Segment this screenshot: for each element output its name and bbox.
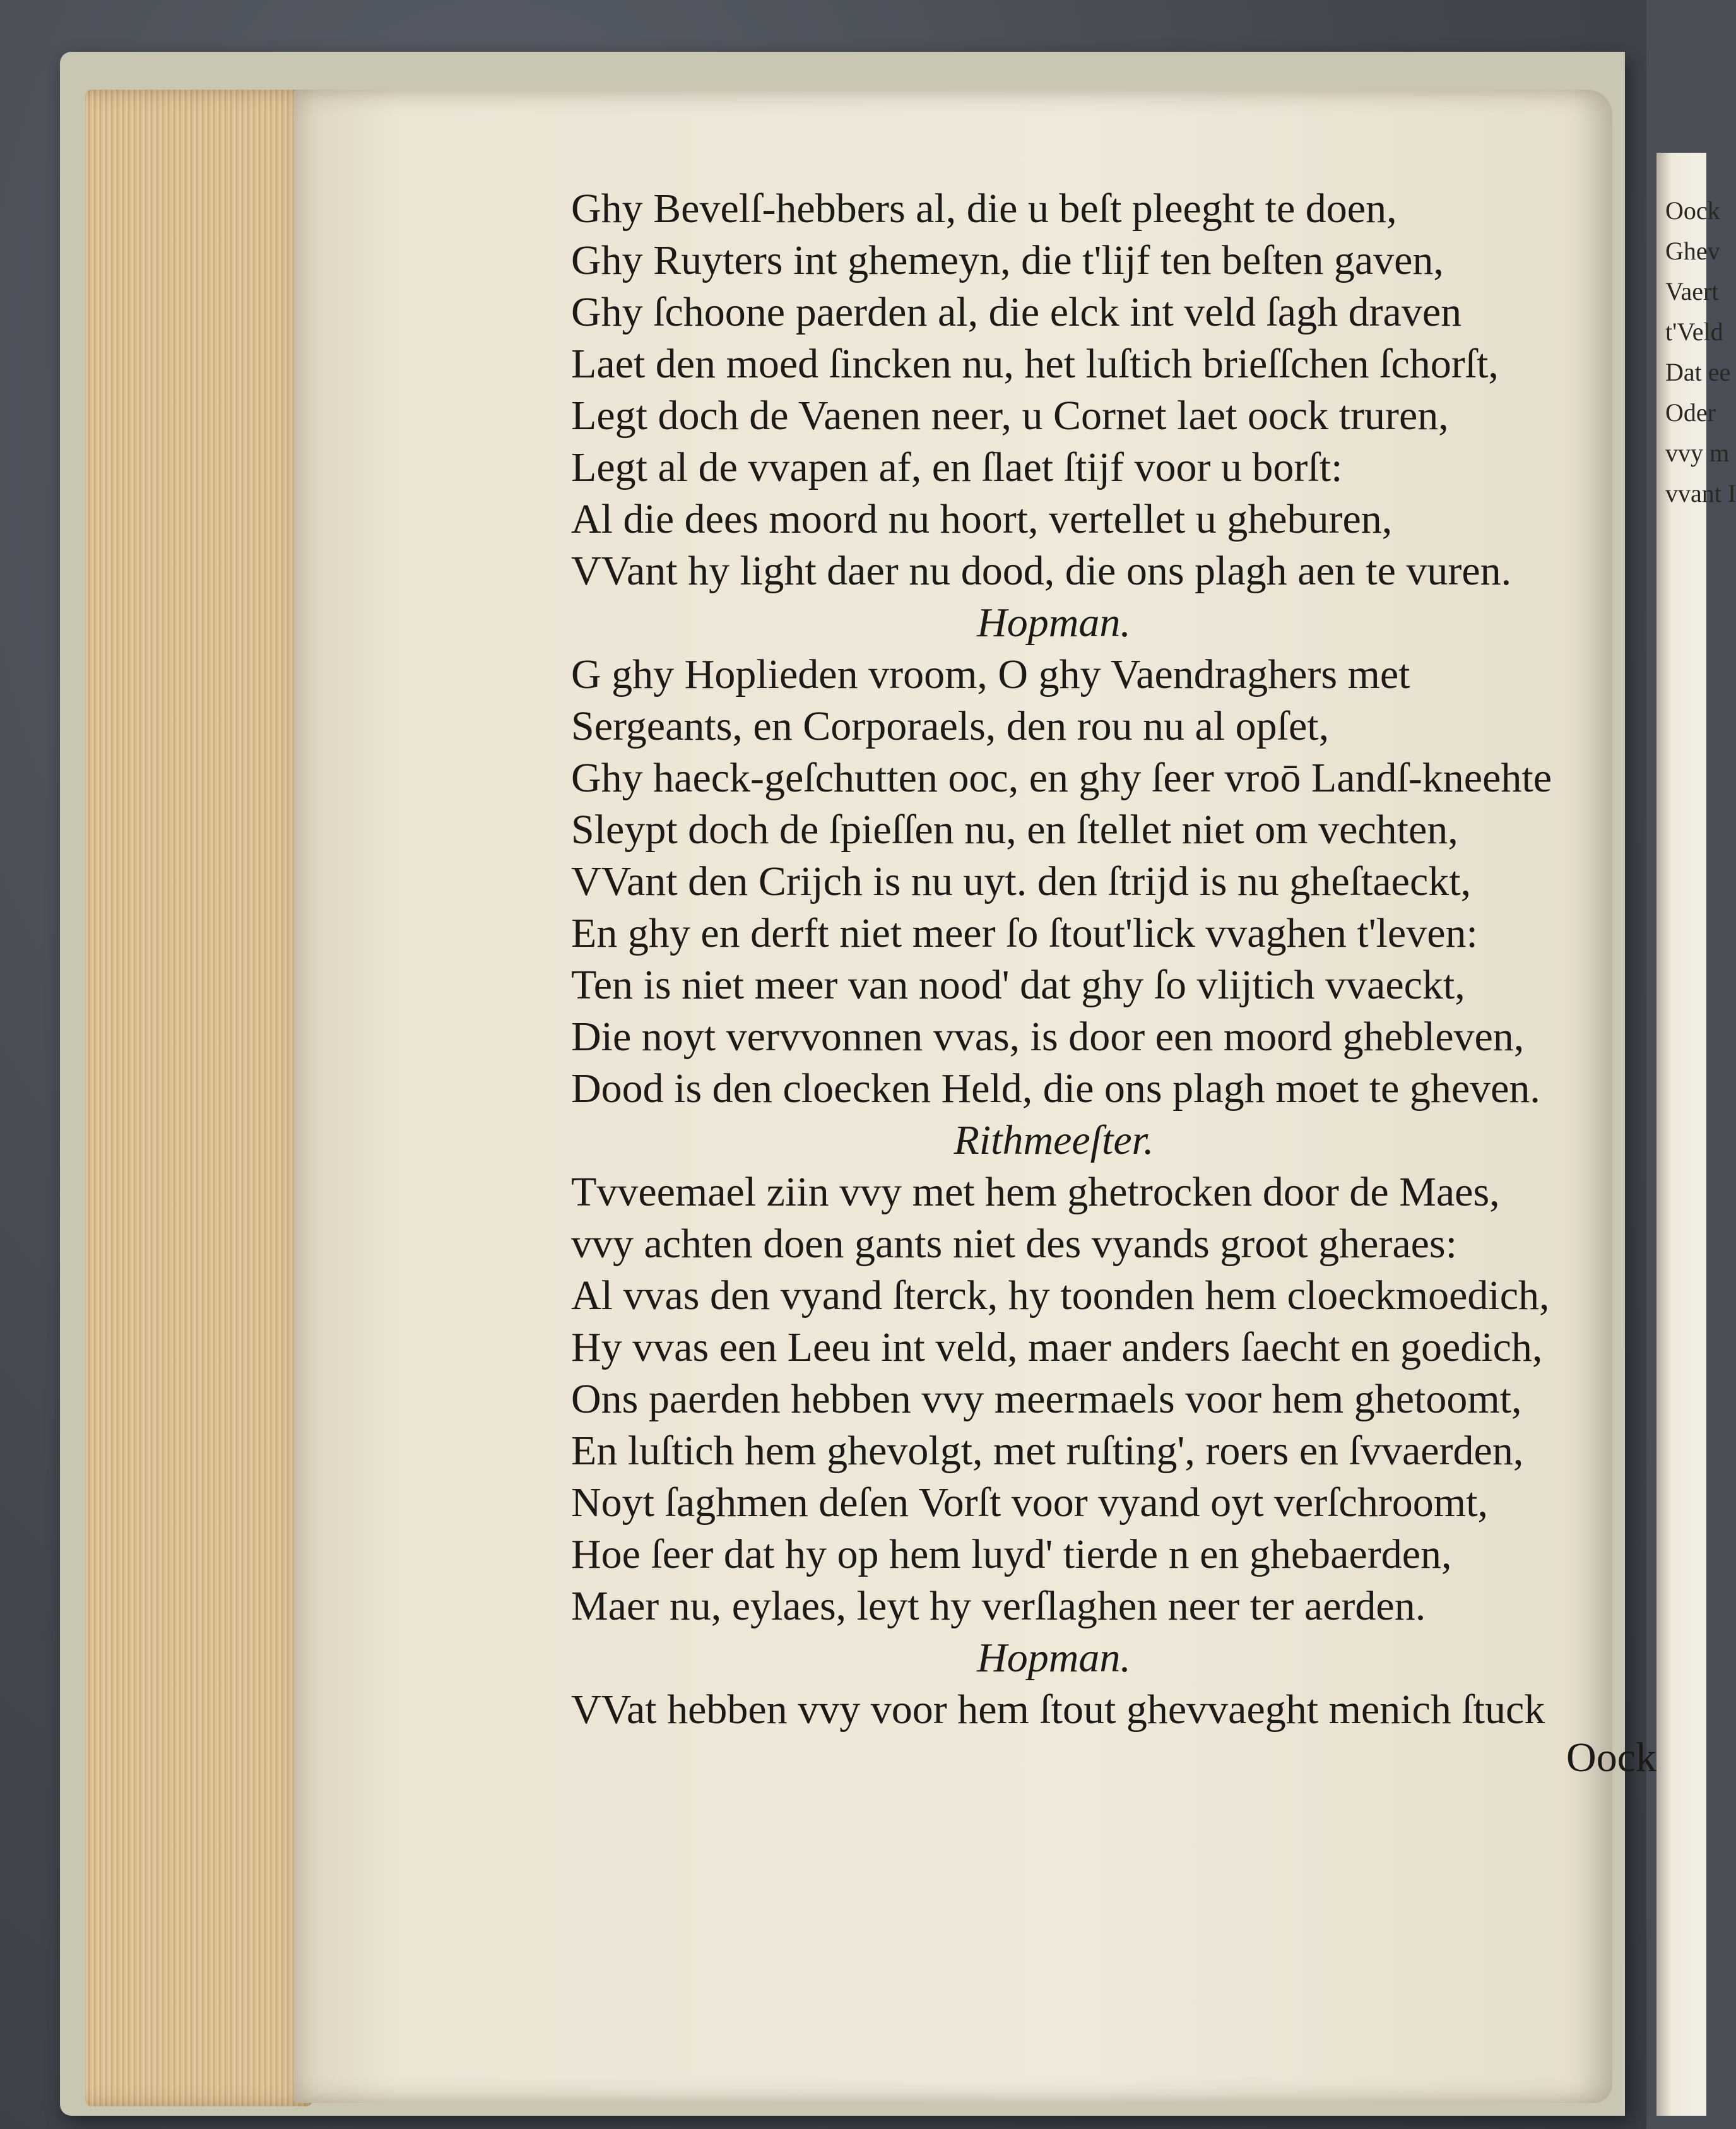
verse-line: En luſtich hem ghevolgt, met ruſting', roers en ſvvaerden, [571, 1428, 1524, 1474]
speaker-heading: Hopman. [977, 1635, 1131, 1681]
facing-fragment: Oder [1665, 398, 1716, 427]
verse-line: En ghy en derft niet meer ſo ſtout'lick vvaghen t'leven: [571, 910, 1478, 956]
facing-fragment: vvant I [1665, 479, 1736, 507]
verse-line: Ghy Ruyters int ghemeyn, die t'lijf ten beſten gaven, [571, 237, 1444, 283]
verse-line: Maer nu, eylaes, leyt hy verſlaghen neer ter aerden. [571, 1583, 1426, 1629]
facing-fragment: Dat ee [1665, 358, 1731, 386]
verse-line: Ten is niet meer van nood' dat ghy ſo vlijtich vvaeckt, [571, 962, 1465, 1008]
verse-line: Tvveemael ziin vvy met hem ghetrocken door de Maes, [571, 1169, 1500, 1215]
verse-line: vvy achten doen gants niet des vyands groot gheraes: [571, 1221, 1457, 1267]
facing-fragment: vvy m [1665, 439, 1730, 467]
catchword: Oock [1566, 1735, 1656, 1781]
open-book [60, 52, 1736, 2129]
facing-page-edge [1656, 153, 1736, 2116]
poem-text [571, 183, 1663, 1780]
verse-line: Die noyt vervvonnen vvas, is door een moord ghebleven, [571, 1014, 1525, 1060]
verse-line: G ghy Hoplieden vroom, O ghy Vaendraghers met [571, 651, 1410, 697]
verse-line: Hy vvas een Leeu int veld, maer anders ſaecht en goedich, [571, 1324, 1543, 1370]
verse-line: Sleypt doch de ſpieſſen nu, en ſtellet niet om vechten, [571, 807, 1458, 853]
facing-fragment: t'Veld [1665, 317, 1723, 346]
facing-fragment: Ghev [1665, 237, 1720, 265]
verse-line: Ons paerden hebben vvy meermaels voor hem ghetoomt, [571, 1376, 1522, 1422]
verse-line: Ghy ſchoone paerden al, die elck int veld ſagh draven [571, 289, 1462, 335]
page-edges [85, 90, 312, 2106]
verse-line: VVant hy light daer nu dood, die ons plagh aen te vuren. [571, 548, 1512, 594]
verse-line: Al vvas den vyand ſterck, hy toonden hem cloeckmoedich, [571, 1272, 1550, 1319]
verse-line: Legt al de vvapen af, en ſlaet ſtijf voor u borſt: [571, 444, 1343, 490]
verse-line: Legt doch de Vaenen neer, u Cornet laet oock truren, [571, 393, 1449, 439]
verse-line: Noyt ſaghmen deſen Vorſt voor vyand oyt verſchroomt, [571, 1480, 1488, 1526]
verse-line: Dood is den cloecken Held, die ons plagh moet te gheven. [571, 1065, 1540, 1112]
verse-line: Hoe ſeer dat hy op hem luyd' tierde n en ghebaerden, [571, 1531, 1452, 1577]
verse-line: Sergeants, en Corporaels, den rou nu al opſet, [571, 703, 1330, 749]
speaker-heading: Rithmeeſter. [954, 1117, 1154, 1163]
verse-line: Laet den moed ſincken nu, het luſtich brieſſchen ſchorſt, [571, 341, 1499, 387]
facing-fragment: Oock [1665, 196, 1720, 225]
verse-line: Ghy haeck-geſchutten ooc, en ghy ſeer vroō Landſ-kneehte [571, 755, 1552, 801]
verse-line: Al die dees moord nu hoort, vertellet u gheburen, [571, 496, 1393, 542]
facing-fragment: Vaert [1665, 277, 1719, 305]
verse-line: VVant den Crijch is nu uyt. den ſtrijd is nu gheſtaeckt, [571, 858, 1472, 904]
verse-line: VVat hebben vvy voor hem ſtout ghevvaeght menich ſtuck [571, 1687, 1545, 1733]
verse-line: Ghy Bevelſ-hebbers al, die u beſt pleeght te doen, [571, 186, 1397, 232]
speaker-heading: Hopman. [977, 600, 1131, 646]
